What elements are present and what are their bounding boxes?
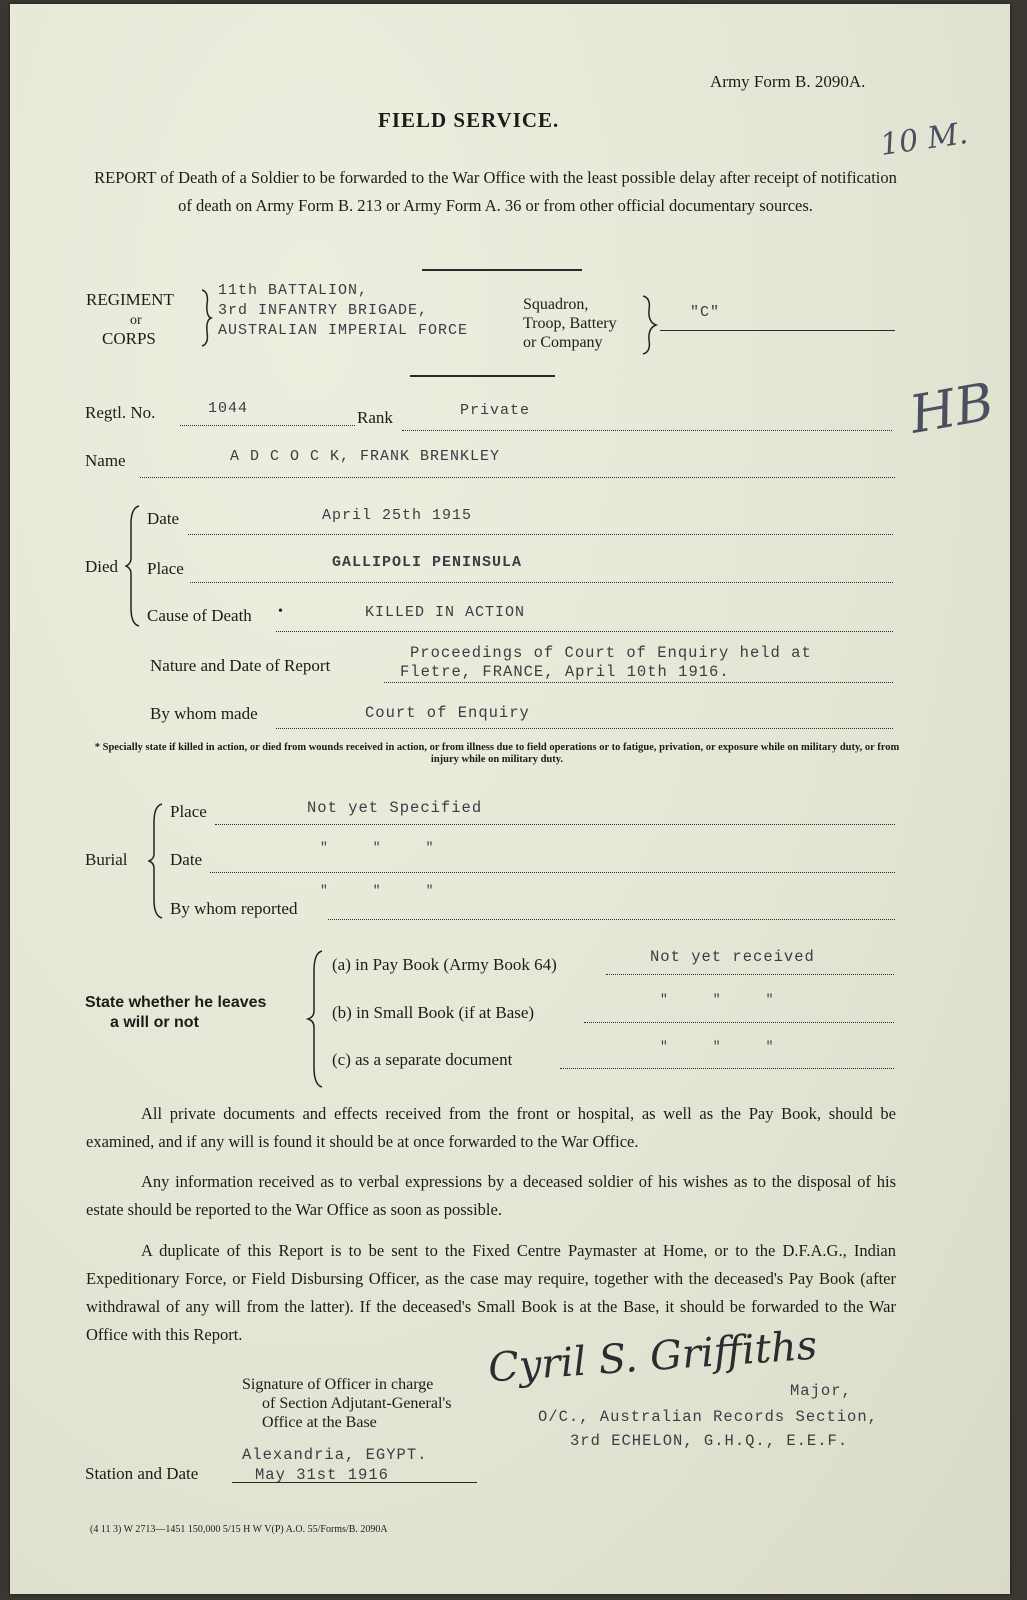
burial-reported-label: By whom reported	[170, 899, 298, 918]
died-date-line	[188, 534, 893, 535]
cause-line	[276, 631, 893, 632]
instructions-para-2: Any information received as to verbal expressions by a deceased soldier of his wishes as to the disposal of his estate should be reported to the War Office as soon as possible.	[86, 1172, 896, 1219]
signature-label-2: of Section Adjutant-General's	[262, 1395, 452, 1412]
died-date-value: April 25th 1915	[322, 507, 473, 524]
will-b-value: " " "	[660, 992, 775, 1007]
died-place-line	[190, 582, 893, 583]
regiment-value-1: 11th BATTALION,	[218, 282, 369, 299]
report-nature-line2: Fletre, FRANCE, April 10th 1916.	[400, 663, 730, 681]
divider-1	[422, 269, 582, 271]
instructions-para-3: A duplicate of this Report is to be sent to the Fixed Centre Paymaster at Home, or to the D.F.A.G., Indian Expeditionary Force, or Field Disbursing Officer, as the case may require, together with the deceased's Pay Book (after withdrawal of any will from the latter). If the deceased's Small Book is at the Base, it should be forwarded to the War Office with this Report.	[86, 1241, 896, 1344]
died-place-label: Place	[147, 559, 184, 578]
died-label: Died	[85, 557, 119, 576]
will-a-line	[606, 974, 894, 975]
report-nature-line	[384, 682, 893, 683]
will-label-2: a will or not	[110, 1014, 199, 1031]
squadron-label-3: or Company	[523, 334, 603, 351]
burial-date-label: Date	[170, 850, 203, 869]
squadron-value: "C"	[690, 304, 721, 321]
station-label: Station and Date	[85, 1464, 199, 1483]
by-whom-line	[276, 728, 893, 729]
will-brace-icon	[306, 949, 324, 1089]
squadron-label-1: Squadron,	[523, 296, 589, 313]
regiment-value-2: 3rd INFANTRY BRIGADE,	[218, 302, 429, 319]
burial-label: Burial	[85, 850, 128, 869]
will-c-value: " " "	[660, 1039, 775, 1054]
corps-label: CORPS	[102, 329, 156, 348]
will-c-label: (c) as a separate document	[332, 1050, 513, 1069]
regiment-brace-icon	[200, 288, 214, 348]
instructions-para-1: All private documents and effects received from the front or hospital, as well as the Pay Book, should be examined, and if any will is found it should be at once forwarded to the War Office.	[86, 1104, 896, 1151]
form-sheet	[10, 4, 1010, 1594]
will-c-line	[560, 1068, 894, 1069]
burial-place-line	[215, 824, 895, 825]
burial-reported-value: " " "	[320, 883, 435, 898]
handwritten-note-side: HB	[905, 372, 999, 446]
burial-place-value: Not yet Specified	[307, 799, 483, 817]
signature-label-3: Office at the Base	[262, 1414, 377, 1431]
will-b-label: (b) in Small Book (if at Base)	[332, 1003, 535, 1022]
footnote: * Specially state if killed in action, or died from wounds received in action, or from illness due to field operations or to fatigue, privation, or exposure while on military duty, or from injury while on military duty.	[94, 742, 900, 765]
squadron-label-2: Troop, Battery	[523, 315, 617, 332]
by-whom-value: Court of Enquiry	[365, 704, 530, 722]
cause-value: KILLED IN ACTION	[365, 604, 526, 621]
station-line	[232, 1482, 477, 1483]
burial-date-value: " " "	[320, 840, 435, 855]
or-label: or	[130, 313, 142, 328]
squadron-line	[660, 330, 895, 331]
will-a-label: (a) in Pay Book (Army Book 64)	[332, 955, 557, 974]
regiment-label: REGIMENT	[86, 290, 174, 309]
died-date-label: Date	[147, 509, 180, 528]
cause-label: Cause of Death	[147, 606, 252, 625]
name-label: Name	[85, 451, 126, 470]
by-whom-label: By whom made	[150, 704, 258, 723]
burial-reported-line	[328, 919, 895, 920]
form-title: FIELD SERVICE.	[378, 108, 560, 132]
will-label-1: State whether he leaves	[85, 994, 267, 1011]
station-place: Alexandria, EGYPT.	[242, 1446, 428, 1464]
form-number: Army Form B. 2090A.	[710, 72, 866, 91]
burial-place-label: Place	[170, 802, 207, 821]
will-a-value: Not yet received	[650, 948, 815, 966]
cause-asterisk: •	[278, 604, 283, 619]
died-place-value: GALLIPOLI PENINSULA	[332, 554, 523, 571]
name-line	[140, 477, 895, 478]
regtl-no-value: 1044	[208, 400, 249, 417]
regtl-no-label: Regtl. No.	[85, 403, 156, 422]
died-brace-icon	[125, 504, 141, 628]
report-nature-label: Nature and Date of Report	[150, 656, 331, 675]
signature-rank: Major,	[790, 1382, 852, 1400]
handwritten-note-top: 10 M.	[877, 116, 970, 163]
signature-unit-1: O/C., Australian Records Section,	[538, 1408, 878, 1426]
signature-label-1: Signature of Officer in charge	[242, 1376, 434, 1393]
name-value: A D C O C K, FRANK BRENKLEY	[230, 448, 501, 465]
rank-line	[402, 430, 892, 431]
report-nature-line1: Proceedings of Court of Enquiry held at	[410, 644, 812, 662]
station-date: May 31st 1916	[255, 1466, 389, 1484]
burial-brace-icon	[148, 802, 164, 920]
will-b-line	[584, 1022, 894, 1023]
rank-value: Private	[460, 402, 531, 419]
regiment-value-3: AUSTRALIAN IMPERIAL FORCE	[218, 322, 469, 339]
rank-label: Rank	[357, 408, 393, 427]
intro-text: REPORT of Death of a Soldier to be forwarded to the War Office with the least possible delay after receipt of notification of death on Army Form B. 213 or Army Form A. 36 or from other official documentary sources.	[94, 168, 897, 215]
divider-2	[410, 375, 555, 377]
regtl-no-line	[180, 425, 355, 426]
printer-line: (4 11 3) W 2713—1451 150,000 5/15 H W V(P) A.O. 55/Forms/B. 2090A	[90, 1524, 388, 1535]
squadron-brace-icon	[640, 294, 660, 356]
officer-signature: Cyril S. Griffiths	[486, 1322, 819, 1392]
signature-unit-2: 3rd ECHELON, G.H.Q., E.E.F.	[570, 1432, 849, 1450]
burial-date-line	[210, 872, 895, 873]
